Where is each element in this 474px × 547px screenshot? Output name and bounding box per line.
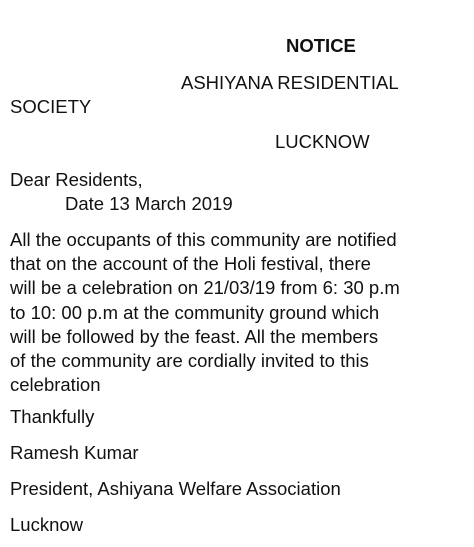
body-line: of the community are cordially invited to this [10,350,369,372]
organization-name-line1: ASHIYANA RESIDENTIAL [181,72,399,93]
body-line: will be followed by the feast. All the members [10,325,379,347]
body-line: to 10: 00 p.m at the community ground which [10,301,380,323]
notice-heading: NOTICE [286,35,356,56]
notice-body [10,228,470,397]
body-line: that on the account of the Holi festival, there [10,253,371,275]
body-line: celebration [10,374,101,396]
signatory-title: President, Ashiyana Welfare Association [10,478,341,499]
signatory-name: Ramesh Kumar [10,442,139,463]
signatory-location: Lucknow [10,514,84,535]
notice-date: Date 13 March 2019 [65,193,233,214]
body-line: will be a celebration on 21/03/19 from 6: 30 p.m [10,277,400,299]
body-line: All the occupants of this community are notified [10,229,397,250]
organization-name-line2: SOCIETY [10,96,92,117]
salutation: Dear Residents, [10,169,143,190]
closing: Thankfully [10,406,95,427]
organization-city: LUCKNOW [275,131,370,152]
